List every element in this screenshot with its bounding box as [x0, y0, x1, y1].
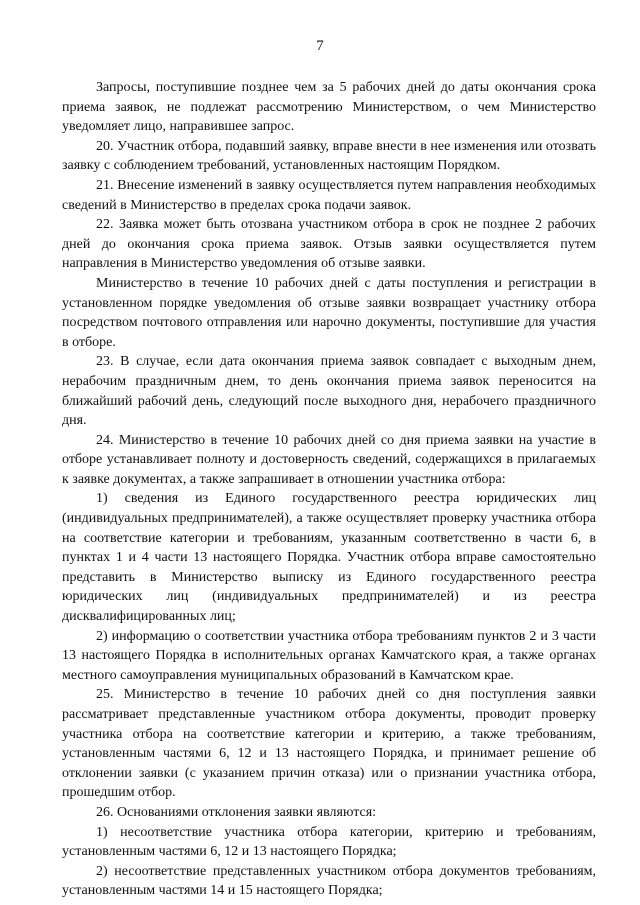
paragraph: Министерство в течение 10 рабочих дней с даты поступления и регистрации в установленном порядке уведомления об отзыве заявки возвращает участнику отбора посредством почтового отправления или нарочно документы, поступившие для участия в отборе. [62, 275, 596, 350]
paragraph: 26. Основаниями отклонения заявки являются: [96, 804, 377, 820]
paragraph: 2) информацию о соответствии участника отбора требованиям пунктов 2 и 3 части 13 настоящего Порядка в исполнительных органах Камчатского края, а также органах местного самоуправления муниципальных образований в Камчатском крае. [62, 628, 596, 683]
page-number: 7 [316, 38, 324, 54]
paragraph: 25. Министерство в течение 10 рабочих дней со дня поступления заявки рассматривает представленные участником отбора документы, проводит проверку участника отбора на соответствие категории и критерию, а также требованиям, установленным частями 6, 12 и 13 настоящего Порядка, и принимает решение об отклонении заявки (с указанием причин отказа) или о признании участника отбора, прошедшим отбор. [62, 687, 596, 801]
paragraph: 22. Заявка может быть отозвана участником отбора в срок не позднее 2 рабочих дней до окончания срока приема заявок. Отзыв заявки осуществляется путем направления в Министерство уведомления об отзыве заявки. [62, 217, 596, 272]
paragraph: 24. Министерство в течение 10 рабочих дней со дня приема заявки на участие в отборе устанавливает полноту и достоверность сведений, содержащихся в прилагаемых к заявке документах, а также запрашивает в отношении участника отбора: [62, 432, 596, 487]
paragraph: 1) несоответствие участника отбора категории, критерию и требованиям, установленным частями 6, 12 и 13 настоящего Порядка; [62, 824, 596, 860]
paragraph: 20. Участник отбора, подавший заявку, вправе внести в нее изменения или отозвать заявку с соблюдением требований, установленных настоящим Порядком. [62, 138, 596, 174]
paragraph: 23. В случае, если дата окончания приема заявок совпадает с выходным днем, нерабочим праздничным днем, то день окончания приема заявок переносится на ближайший рабочий день, следующий после выходного дня, нерабочего праздничного дня. [62, 354, 596, 429]
paragraph: 2) несоответствие представленных участником отбора документов требованиям, установленным частями 14 и 15 настоящего Порядка; [62, 863, 596, 899]
document-body [62, 78, 596, 901]
paragraph: 1) сведения из Единого государственного реестра юридических лиц (индивидуальных предпринимателей), а также осуществляет проверку участника отбора на соответствие категории и требованиям, указанным соответственно в части 6, в пунктах 1 и 4 части 13 настоящего Порядка. Участник отбора вправе самостоятельно представить в Министерство выписку из Единого государственного реестра юридических лиц (индивидуальных предпринимателей) и из реестра дисквалифицированных лиц; [62, 491, 596, 625]
paragraph: 21. Внесение изменений в заявку осуществляется путем направления необходимых сведений в Министерство в пределах срока подачи заявок. [62, 177, 596, 213]
paragraph: Запросы, поступившие позднее чем за 5 рабочих дней до даты окончания срока приема заявок, не подлежат рассмотрению Министерством, о чем Министерство уведомляет лицо, направившее запрос. [62, 80, 596, 135]
